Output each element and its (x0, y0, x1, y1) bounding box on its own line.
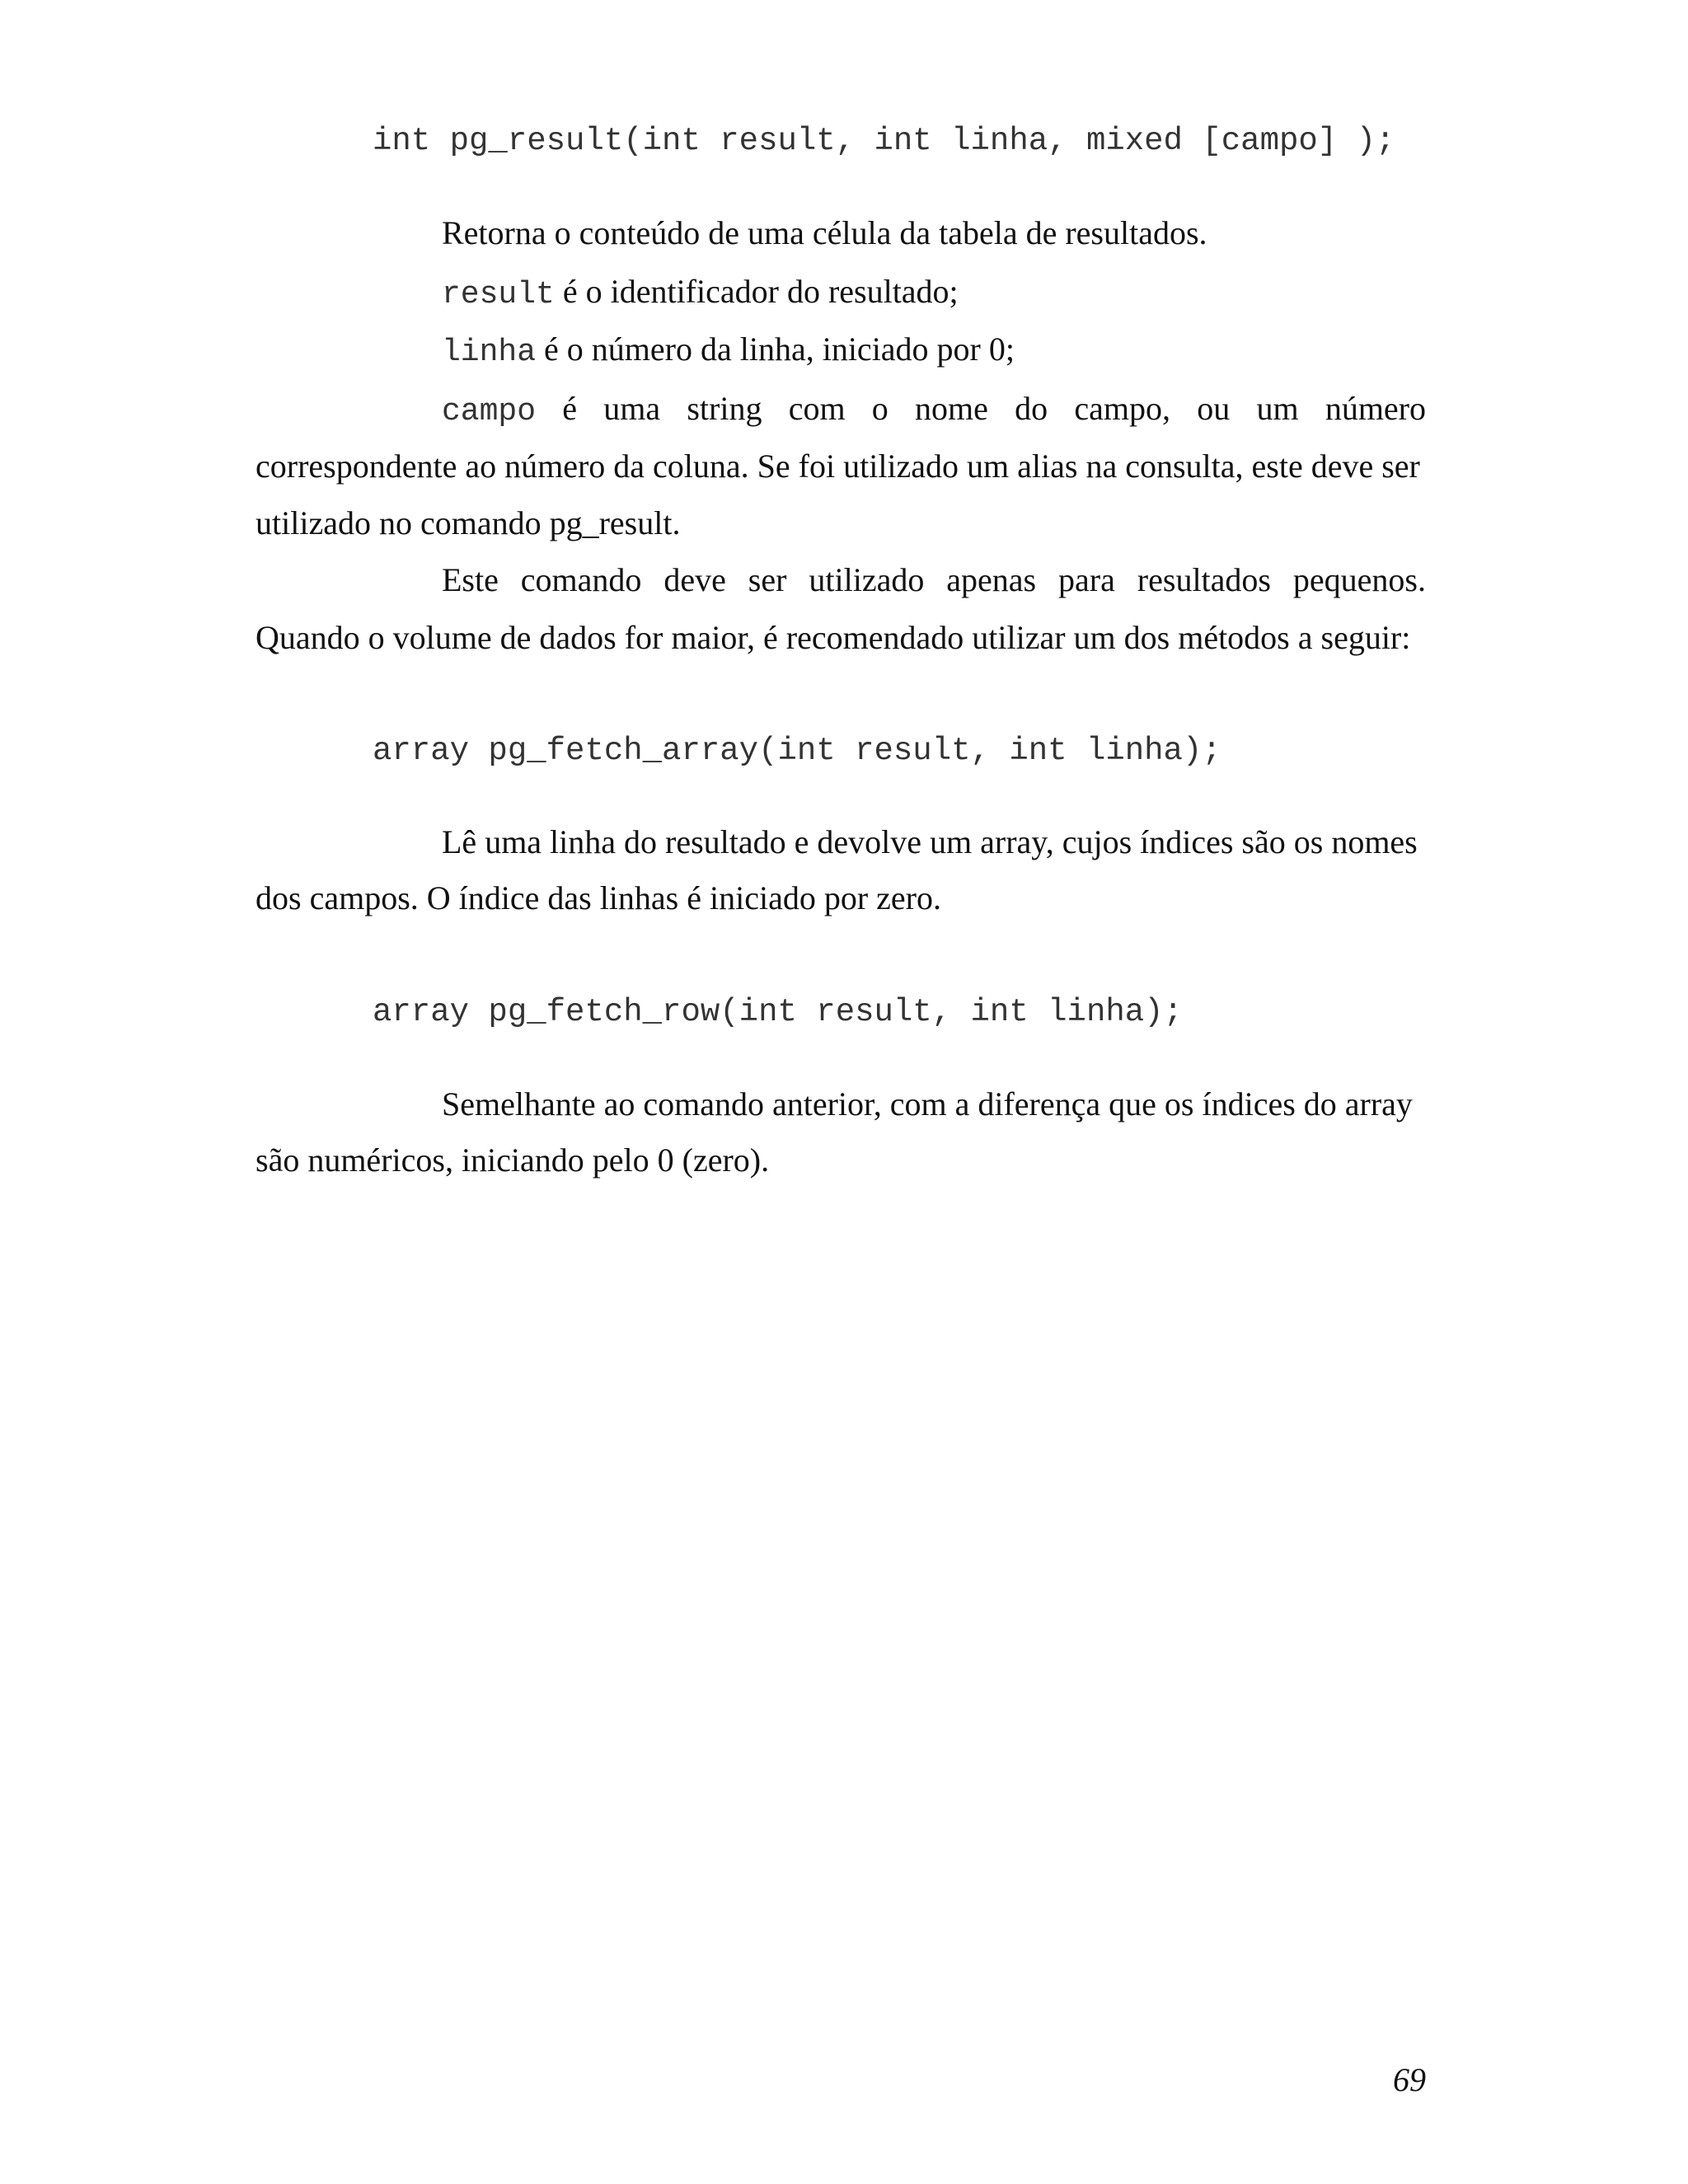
campo-param-code: campo (442, 394, 537, 429)
linha-param-line (442, 330, 1426, 370)
fetch-row-desc-line-2: são numéricos, iniciando pelo 0 (zero). (256, 1141, 770, 1179)
campo-desc-line-3: utilizado no comando pg_result. (256, 504, 681, 541)
result-param-line (442, 275, 1426, 311)
fetch-row-desc-line-1: Semelhante ao comando anterior, com a diferença que os índices do array (442, 1085, 1413, 1122)
linha-param-desc: é o número da linha, iniciado por 0; (536, 330, 1015, 368)
result-param-desc: é o identificador do resultado; (554, 273, 959, 310)
code-pg-fetch-array-signature: array pg_fetch_array(int result, int linha); (373, 733, 1221, 769)
note-line-2: Quando o volume de dados for maior, é recomendado utilizar um dos métodos a seguir: (256, 619, 1411, 656)
fetch-array-desc-line-2: dos campos. O índice das linhas é iniciado por zero. (256, 879, 941, 916)
result-param-code: result (442, 277, 555, 312)
page-number: 69 (1393, 2061, 1426, 2098)
fetch-array-desc-line-1: Lê uma linha do resultado e devolve um array, cujos índices são os nomes (442, 823, 1418, 860)
code-pg-result-signature: int pg_result(int result, int linha, mixed [campo] ); (373, 123, 1395, 159)
campo-param-line (442, 392, 1426, 428)
linha-param-code: linha (442, 335, 537, 370)
campo-desc-line-2: correspondente ao número da coluna. Se foi utilizado um alias na consulta, este deve ser (256, 448, 1420, 485)
campo-param-desc: é uma string com o nome do campo, ou um número (536, 390, 1426, 427)
pg-result-intro: Retorna o conteúdo de uma célula da tabela de resultados. (442, 214, 1207, 251)
note-line-1: Este comando deve ser utilizado apenas para resultados pequenos. (442, 561, 1426, 598)
code-pg-fetch-row-signature: array pg_fetch_row(int result, int linha); (373, 994, 1183, 1030)
